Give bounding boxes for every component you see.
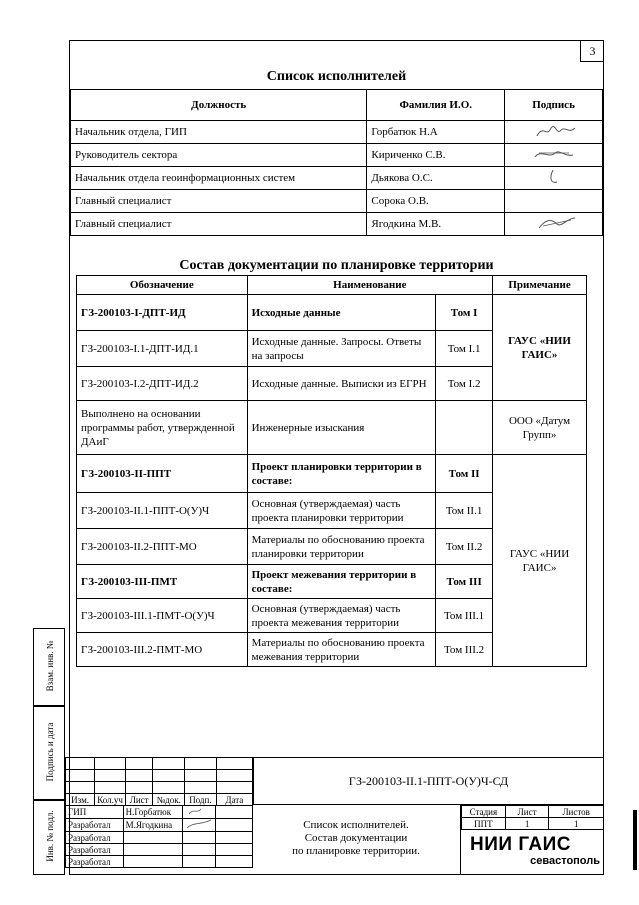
executors-title: Список исполнителей: [266, 69, 407, 84]
code-cell: ГЗ-200103-III.1-ПМТ-О(У)Ч: [77, 599, 248, 633]
name-cell: Кириченко С.В.: [367, 144, 505, 167]
executors-table: [70, 89, 603, 236]
code-cell: ГЗ-200103-II.1-ППТ-О(У)Ч: [77, 493, 248, 529]
table-row: [71, 144, 603, 167]
code-cell: ГЗ-200103-I.2-ДПТ-ИД.2: [77, 367, 248, 401]
table-row: [77, 401, 587, 455]
table-row: [71, 213, 603, 236]
signature-icon: [529, 122, 579, 140]
stamp-role: ГИП: [66, 806, 124, 819]
volume-cell: Том III.2: [436, 633, 493, 667]
volume-cell: Том II: [436, 455, 493, 493]
code-cell: ГЗ-200103-I-ДПТ-ИД: [77, 295, 248, 331]
col-name: Фамилия И.О.: [367, 90, 505, 121]
stamp-role-row: [66, 819, 253, 832]
stamp-doc-title-line: Список исполнителей.: [303, 819, 409, 831]
org-city: севастополь: [530, 855, 600, 867]
table-row: [71, 121, 603, 144]
stamp-col-header: Изм.: [66, 794, 95, 806]
title-cell: Инженерные изыскания: [247, 401, 436, 455]
stamp-role-row: [66, 832, 253, 844]
signature-cell: [505, 213, 603, 236]
title-cell: Материалы по обоснованию проекта межевания территории: [247, 633, 436, 667]
side-label-sign-date: [33, 706, 65, 800]
org-logo: [470, 835, 600, 867]
code-cell: ГЗ-200103-I.1-ДПТ-ИД.1: [77, 331, 248, 367]
position-cell: Главный специалист: [71, 213, 367, 236]
stage-header-row: [462, 806, 604, 818]
table-row: [71, 167, 603, 190]
code-cell: Выполнено на основании программы работ, утвержденной ДАиГ: [77, 401, 248, 455]
stamp-role: Разработал: [66, 856, 124, 868]
signature-icon: [529, 214, 579, 232]
col-title: Наименование: [247, 276, 492, 295]
col-position: Должность: [71, 90, 367, 121]
documents-table: [76, 275, 587, 667]
signature-icon: [185, 819, 213, 829]
org-name: НИИ ГАИС: [470, 834, 571, 855]
stamp-person: М.Ягодкина: [123, 819, 183, 832]
stamp-doc-title: [253, 819, 459, 858]
volume-cell: Том III.1: [436, 599, 493, 633]
stamp-grid: [65, 757, 253, 806]
stamp-doc-title-line: по планировке территории.: [292, 845, 420, 857]
code-cell: ГЗ-200103-II.2-ППТ-МО: [77, 529, 248, 565]
table-row: [71, 190, 603, 213]
side-label-replace-inv: [33, 628, 65, 706]
executors-header-row: [71, 90, 603, 121]
stamp-doc-title-line: Состав документации: [304, 832, 408, 844]
title-cell: Исходные данные. Выписки из ЕГРН: [247, 367, 436, 401]
stamp-role-row: [66, 844, 253, 856]
stamp-col-header: Подп.: [185, 794, 216, 806]
stamp-col-header: Дата: [216, 794, 252, 806]
volume-cell: Том II.2: [436, 529, 493, 565]
page-number: 3: [580, 40, 604, 62]
side-label-text: Подпись и дата: [45, 722, 55, 782]
table-row: [77, 455, 587, 493]
stamp-role: Разработал: [66, 819, 124, 832]
side-label-text: Взам. инв. №: [45, 640, 55, 692]
position-cell: Главный специалист: [71, 190, 367, 213]
stamp-person: Н.Горбатюк: [123, 806, 183, 819]
stamp-role: Разработал: [66, 832, 124, 844]
stage-value: ППТ: [462, 818, 506, 830]
volume-cell: Том III: [436, 565, 493, 599]
position-cell: Начальник отдела, ГИП: [71, 121, 367, 144]
side-label-text: Инв. № подл.: [45, 810, 55, 862]
title-cell: Исходные данные: [247, 295, 436, 331]
signature-cell: [505, 190, 603, 213]
title-cell: Основная (утверждаемая) часть проекта планировки территории: [247, 493, 436, 529]
signature-icon: [529, 168, 579, 186]
title-cell: Проект межевания территории в составе:: [247, 565, 436, 599]
stage-value: 1: [549, 818, 604, 830]
volume-cell: Том I.2: [436, 367, 493, 401]
name-cell: Дьякова О.С.: [367, 167, 505, 190]
name-cell: Горбатюк Н.А: [367, 121, 505, 144]
volume-cell: Том II.1: [436, 493, 493, 529]
volume-cell: Том I.1: [436, 331, 493, 367]
stamp-role-row: [66, 806, 253, 819]
table-row: [77, 295, 587, 331]
stamp-col-header: Лист: [125, 794, 153, 806]
title-cell: Материалы по обоснованию проекта планировки территории: [247, 529, 436, 565]
stamp-sign: [183, 806, 216, 819]
code-cell: ГЗ-200103-III.2-ПМТ-МО: [77, 633, 248, 667]
code-cell: ГЗ-200103-III-ПМТ: [77, 565, 248, 599]
note-cell: ГАУС «НИИ ГАИС»: [493, 295, 587, 401]
name-cell: Сорока О.В.: [367, 190, 505, 213]
title-cell: Исходные данные. Запросы. Ответы на запросы: [247, 331, 436, 367]
name-cell: Ягодкина М.В.: [367, 213, 505, 236]
stamp-col-header: №док.: [153, 794, 185, 806]
scan-edge: [633, 810, 637, 870]
stamp-col-header: Кол.уч: [95, 794, 126, 806]
col-note: Примечание: [493, 276, 587, 295]
stage-header: Лист: [505, 806, 549, 818]
position-cell: Начальник отдела геоинформационных систем: [71, 167, 367, 190]
documents-title: Состав документации по планировке территории: [179, 258, 494, 273]
stage-header: Стадия: [462, 806, 506, 818]
col-signature: Подпись: [505, 90, 603, 121]
signature-cell: [505, 144, 603, 167]
note-cell: ООО «Датум Групп»: [493, 401, 587, 455]
signature-icon: [185, 806, 213, 816]
code-cell: ГЗ-200103-II-ППТ: [77, 455, 248, 493]
title-cell: Основная (утверждаемая) часть проекта межевания территории: [247, 599, 436, 633]
volume-cell: Том I: [436, 295, 493, 331]
stamp-role: Разработал: [66, 844, 124, 856]
stage-value: 1: [505, 818, 549, 830]
side-label-inv-orig: [33, 800, 65, 875]
col-code: Обозначение: [77, 276, 248, 295]
stamp-roles: [65, 805, 253, 868]
signature-cell: [505, 121, 603, 144]
title-cell: Проект планировки территории в составе:: [247, 455, 436, 493]
volume-cell: [436, 401, 493, 455]
signature-cell: [505, 167, 603, 190]
stamp-sign: [183, 819, 216, 832]
documents-header-row: [77, 276, 587, 295]
stage-header: Листов: [549, 806, 604, 818]
stamp-role-row: [66, 856, 253, 868]
position-cell: Руководитель сектора: [71, 144, 367, 167]
stamp-header-row: [66, 794, 253, 806]
signature-icon: [529, 145, 579, 163]
stage-value-row: [462, 818, 604, 830]
stamp-code: ГЗ-200103-II.1-ППТ-О(У)Ч-СД: [348, 774, 509, 788]
note-cell: ГАУС «НИИ ГАИС»: [493, 455, 587, 667]
stamp-stage-table: [461, 805, 604, 830]
